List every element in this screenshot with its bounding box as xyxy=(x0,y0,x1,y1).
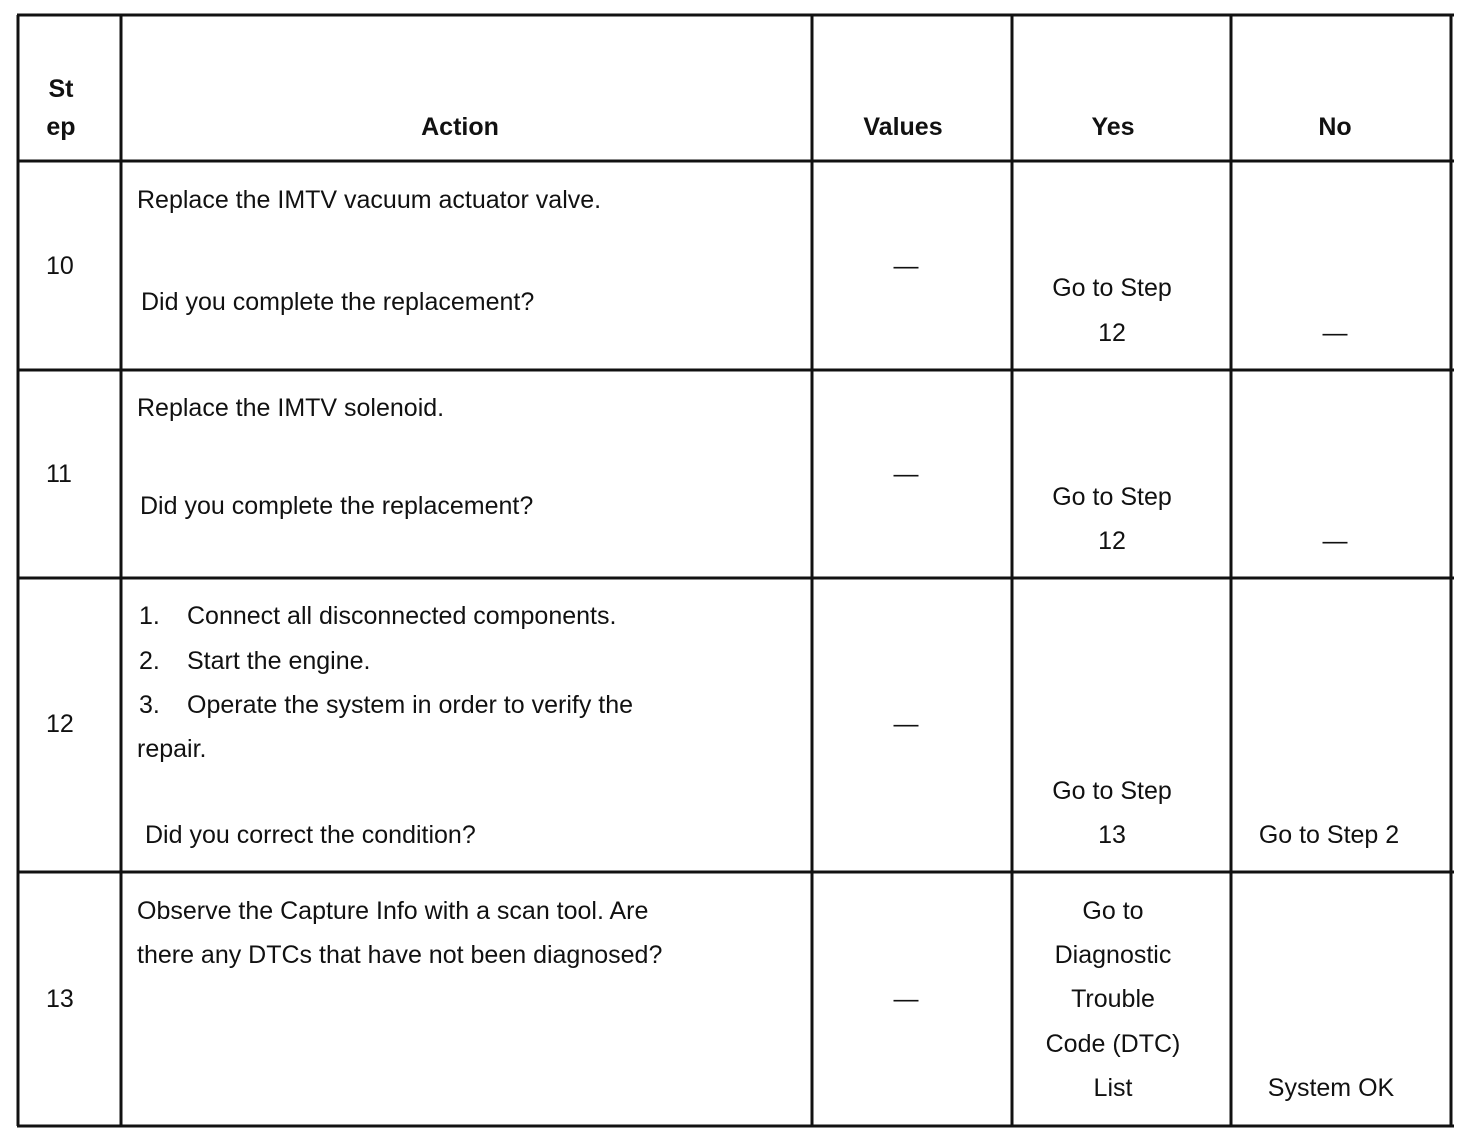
action-list-item xyxy=(139,690,633,720)
yes-cell-line2: 13 xyxy=(1098,821,1126,849)
action-text: there any DTCs that have not been diagnosed? xyxy=(137,941,663,969)
list-item-number: 3. xyxy=(139,691,160,719)
action-list-wrap: repair. xyxy=(137,735,207,763)
step-number: 10 xyxy=(46,252,74,280)
header-step-line1: St xyxy=(48,75,74,103)
no-cell: — xyxy=(1322,319,1348,347)
step-number: 11 xyxy=(46,460,72,488)
header-yes: Yes xyxy=(1091,113,1135,141)
yes-cell-line: Trouble xyxy=(1071,985,1155,1013)
action-list-item xyxy=(139,646,370,676)
list-item-number: 2. xyxy=(139,647,160,675)
no-cell: System OK xyxy=(1267,1074,1395,1102)
list-item-text: Start the engine. xyxy=(187,647,371,675)
action-text: Observe the Capture Info with a scan tool. Are xyxy=(137,897,649,925)
yes-cell-line1: Go to Step xyxy=(1052,274,1172,302)
action-question: Did you complete the replacement? xyxy=(140,492,534,520)
action-question: Did you complete the replacement? xyxy=(141,288,535,316)
action-list-item xyxy=(139,601,616,631)
action-text: Replace the IMTV vacuum actuator valve. xyxy=(137,186,602,214)
list-item-number: 1. xyxy=(139,602,160,630)
header-values: Values xyxy=(863,113,943,141)
header-step-line2: ep xyxy=(46,113,76,141)
step-number: 12 xyxy=(46,710,74,738)
step-number: 13 xyxy=(46,985,74,1013)
yes-cell-line2: 12 xyxy=(1098,319,1126,347)
yes-cell-line2: 12 xyxy=(1098,527,1126,555)
list-item-text: Operate the system in order to verify the xyxy=(187,691,634,719)
yes-cell-line1: Go to Step xyxy=(1052,483,1172,511)
no-cell: — xyxy=(1322,527,1348,555)
no-cell: Go to Step 2 xyxy=(1258,821,1400,849)
yes-cell-line: List xyxy=(1093,1074,1133,1102)
action-question: Did you correct the condition? xyxy=(145,821,476,849)
yes-cell-line: Diagnostic xyxy=(1054,941,1172,969)
values-cell: — xyxy=(893,252,919,280)
values-cell: — xyxy=(893,460,919,488)
header-no: No xyxy=(1318,113,1352,141)
list-item-text: Connect all disconnected components. xyxy=(187,602,617,630)
header-action: Action xyxy=(421,113,499,141)
values-cell: — xyxy=(893,710,919,738)
yes-cell-line1: Go to Step xyxy=(1052,777,1172,805)
yes-cell-line: Go to xyxy=(1082,897,1144,925)
action-text: Replace the IMTV solenoid. xyxy=(137,394,445,422)
values-cell: — xyxy=(893,985,919,1013)
yes-cell-line: Code (DTC) xyxy=(1045,1030,1181,1058)
